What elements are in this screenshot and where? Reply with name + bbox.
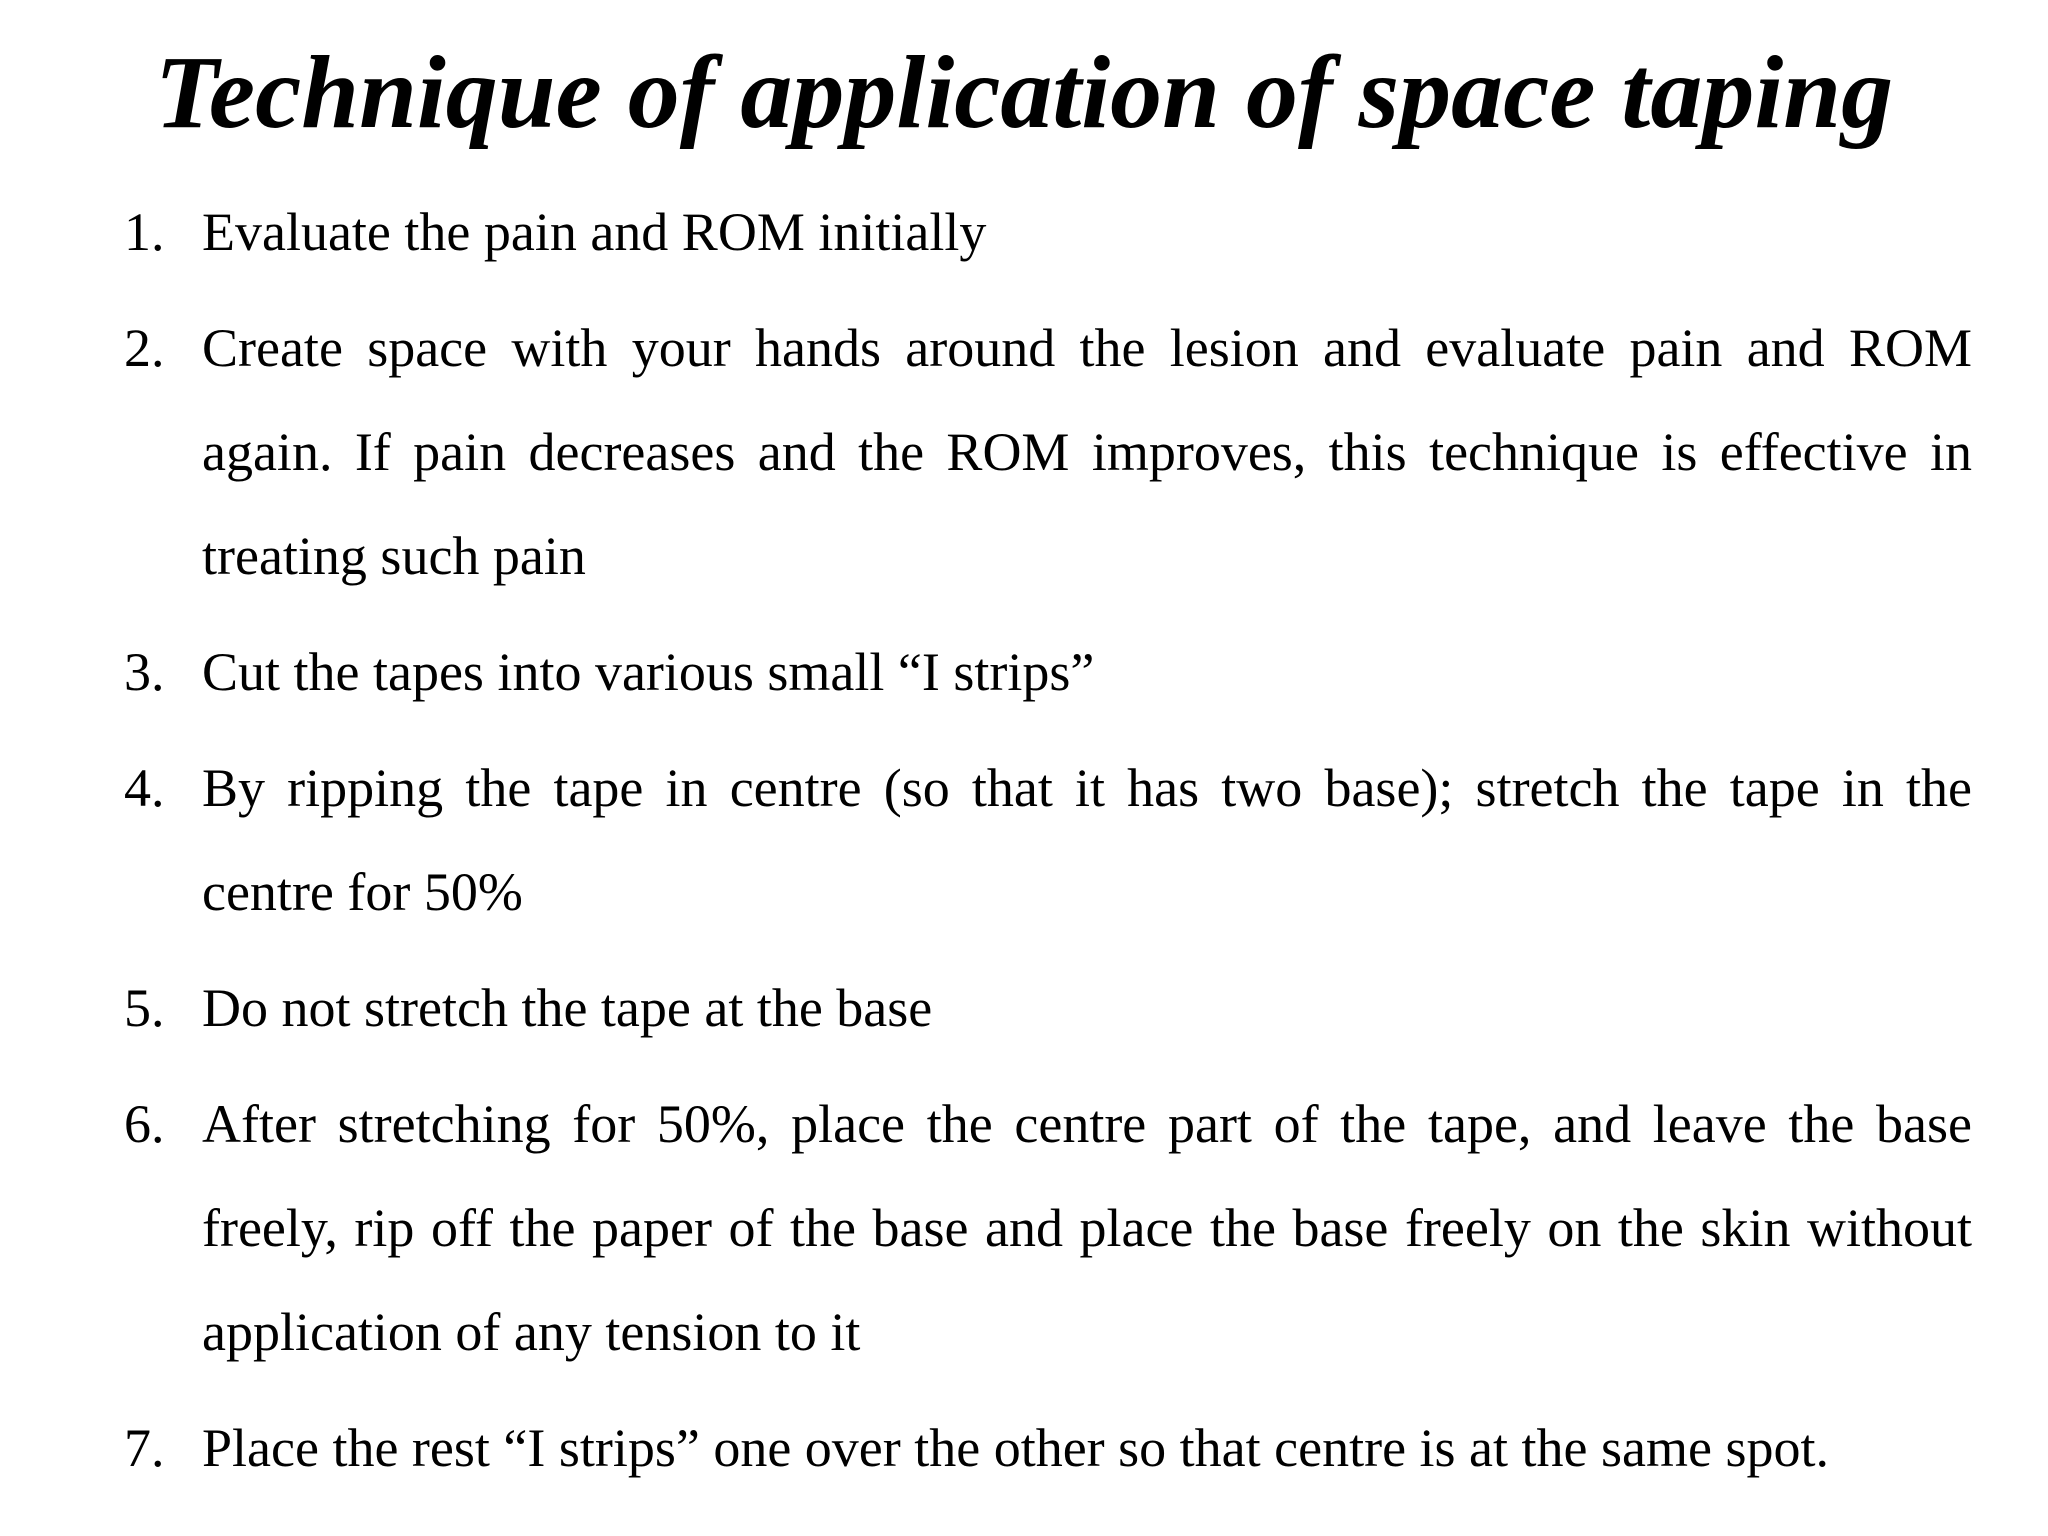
step-item-6	[124, 1072, 1972, 1384]
step-text: Do not stretch the tape at the base	[202, 978, 933, 1038]
step-text: Place the rest “I strips” one over the other so that centre is at the same spot.	[202, 1418, 1829, 1478]
step-text: Cut the tapes into various small “I strips”	[202, 642, 1095, 702]
step-number: 6.	[124, 1094, 165, 1154]
step-text: Create space with your hands around the lesion and evaluate pain and ROM again. If pain decreases and the ROM improves, this technique is effective in treating such pain	[202, 318, 1972, 586]
step-item-5	[124, 956, 1972, 1060]
step-item-7	[124, 1396, 1972, 1500]
step-number: 1.	[124, 202, 165, 262]
step-number: 7.	[124, 1418, 165, 1478]
step-number: 2.	[124, 318, 165, 378]
step-item-4	[124, 736, 1972, 944]
step-item-3	[124, 620, 1972, 724]
step-number: 4.	[124, 758, 165, 818]
step-item-2	[124, 296, 1972, 608]
step-text: After stretching for 50%, place the centre part of the tape, and leave the base freely, rip off the paper of the base and place the base freely on the skin without application of any tension to it	[202, 1094, 1972, 1362]
step-text: Evaluate the pain and ROM initially	[202, 202, 987, 262]
steps-list	[124, 180, 1972, 1512]
step-item-1	[124, 180, 1972, 284]
step-number: 3.	[124, 642, 165, 702]
step-number: 5.	[124, 978, 165, 1038]
slide-title: Technique of application of space taping	[154, 35, 1894, 150]
step-text: By ripping the tape in centre (so that it has two base); stretch the tape in the centre for 50%	[202, 758, 1972, 922]
